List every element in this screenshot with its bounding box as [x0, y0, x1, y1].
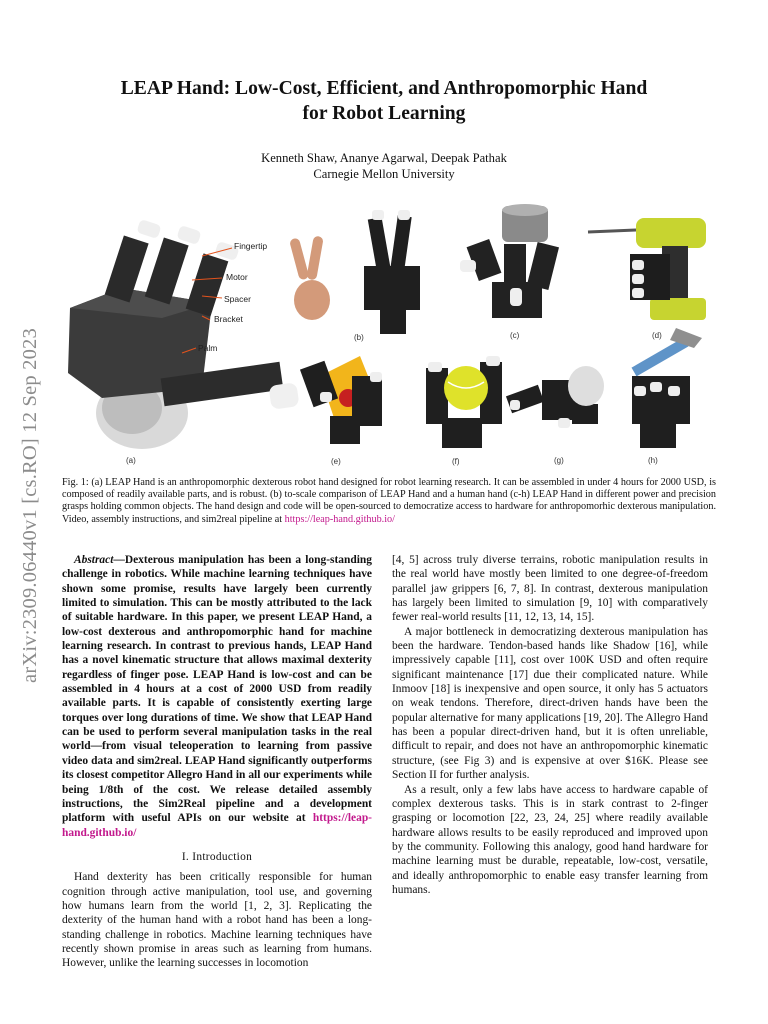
figure-panel-e-bottle-grasp	[300, 346, 400, 450]
abstract-label: Abstract	[74, 554, 114, 566]
left-column	[62, 553, 372, 971]
figure-panel-g-pinch-grasp	[502, 360, 610, 450]
panel-label-d: (d)	[652, 331, 662, 340]
figure-panel-f-ball-grasp	[416, 348, 516, 452]
right-column	[392, 553, 708, 897]
arxiv-stamp-text: arXiv:2309.06440v1 [cs.RO] 12 Sep 2023	[18, 327, 41, 683]
figure-panel-d-drill-grasp	[580, 206, 718, 334]
author-names: Kenneth Shaw, Ananye Agarwal, Deepak Pathak	[261, 151, 507, 165]
panel-label-a: (a)	[126, 456, 136, 465]
figure-panel-c-grasp	[452, 202, 582, 334]
panel-label-e: (e)	[331, 457, 341, 466]
label-fingertip: Fingertip	[234, 241, 268, 251]
abstract-website-link[interactable]: https://leap-hand.github.io/	[62, 812, 372, 839]
title-line-1: LEAP Hand: Low-Cost, Efficient, and Anthropomorphic Hand	[120, 78, 648, 99]
panel-label-c: (c)	[510, 331, 520, 340]
figure-caption	[62, 477, 716, 526]
project-website-link[interactable]: https://leap-hand.github.io/	[284, 513, 395, 525]
panel-label-b: (b)	[354, 333, 364, 342]
abstract-text: —Dexterous manipulation has been a long-standing challenge in robotics. While machine learning techniques have shown some promise, results have largely been currently limited to simulation. This can be mostly attributed to the lack of suitable hardware. In this paper, we present LEAP Hand, a low-cost dexterous and anthropomorphic hand for machine learning research. In contrast to previous hands, LEAP Hand has a novel kinematic structure that allows maximal dexterity regardless of finger pose. LEAP Hand is low-cost and can be assembled in 4 hours at a cost of 2000 USD from readily available parts. It is capable of consistently exerting large torques over long durations of time. We show that LEAP Hand can be used to perform several manipulation tasks in the real world—from visual teleoperation to learning from passive video data and sim2real. LEAP Hand significantly outperforms its closest competitor Allegro Hand in all our experiments while being 1/8th of the cost. We release detailed assembly instructions, the Sim2Real pipeline and a development platform with useful APIs on our website at	[62, 554, 372, 825]
figure-panel-h-hammer-grasp	[610, 326, 718, 454]
paper-title	[70, 76, 698, 126]
author-affiliation: Carnegie Mellon University	[313, 167, 455, 181]
figure-panel-a-leap-hand	[62, 198, 302, 470]
title-line-2: for Robot Learning	[302, 103, 466, 124]
intro-paragraph-1: Hand dexterity has been critically responsible for human cognition through active manipulation, tool use, and governing how humans learn from the world [1, 2, 3]. Replicating the dexterity of the human hand with a robot hand has been a long-standing challenge in robotics. Machine learning techniques have recently shown promise in areas such as learning from humans. However, unlike the learning successes in locomotion	[62, 871, 372, 970]
label-bracket: Bracket	[214, 314, 243, 324]
intro-paragraph-4: As a result, only a few labs have access to hardware capable of complex dexterous tasks. This is in stark contrast to 2-finger grasping or locomotion [22, 23, 24, 25] where readily available hardware allows results to be easily reproduced and improved upon by the community. Following this analogy, good hand hardware for machine learning must be durable, repeatable, low-cost, versatile, and ideally anthropomorphic to enable easy transfer learning from humans.	[392, 783, 708, 896]
label-spacer: Spacer	[224, 294, 251, 304]
intro-paragraph-2: [4, 5] across truly diverse terrains, robotic manipulation results in the real world have mostly been limited to one degree-of-freedom parallel jaw grippers [6, 7, 8]. In contrast, dexterous manipulation has largely been limited to simulation [9, 10] with comparatively fewer real-world results [11, 12, 13, 14, 15].	[392, 554, 708, 624]
figure-1	[62, 198, 718, 470]
abstract	[62, 553, 372, 840]
panel-label-h: (h)	[648, 456, 658, 465]
figure-panel-b-hand-comparison	[284, 208, 444, 338]
panel-label-f: (f)	[452, 457, 460, 466]
section-heading-introduction: I. Introduction	[181, 850, 253, 863]
panel-label-g: (g)	[554, 456, 564, 465]
intro-paragraph-3: A major bottleneck in democratizing dexterous manipulation has been the hardware. Tendon-based hands like Shadow [16], while impressively capable [11], cost over 100K USD and often require significant maintenance [17] due their complicated nature. While Inmoov [18] is inexpensive and open source, it only has 5 actuators on weak tendons. Therefore, direct-driven hands have been the popular alternative for many applications [19, 20]. The Allegro Hand has been a popular direct-driven hand, but it is often unreliable, difficult to repair, and does not have an anthropomorphic kinematic structure, (see Fig 3) and is expensive at over $16K. Please see Section II for further analysis.	[392, 625, 708, 782]
arxiv-identifier-stamp	[6, 270, 54, 740]
author-block	[70, 150, 698, 182]
caption-text: Fig. 1: (a) LEAP Hand is an anthropomorphic dexterous robot hand designed for robot learning research. It can be assembled in under 4 hours for 2000 USD, is composed of readily available parts, and is robust. (b) to-scale comparison of LEAP Hand and a human hand (c-h) LEAP Hand in different power and precision grasps holding common objects. The hand design and code will be open-sourced to democratize access to hardware for anthropomorhic dexterous manipulation. Video, assembly instructions, and sim2real pipeline at	[62, 477, 716, 525]
label-palm: Palm	[198, 343, 218, 353]
label-motor: Motor	[226, 272, 248, 282]
